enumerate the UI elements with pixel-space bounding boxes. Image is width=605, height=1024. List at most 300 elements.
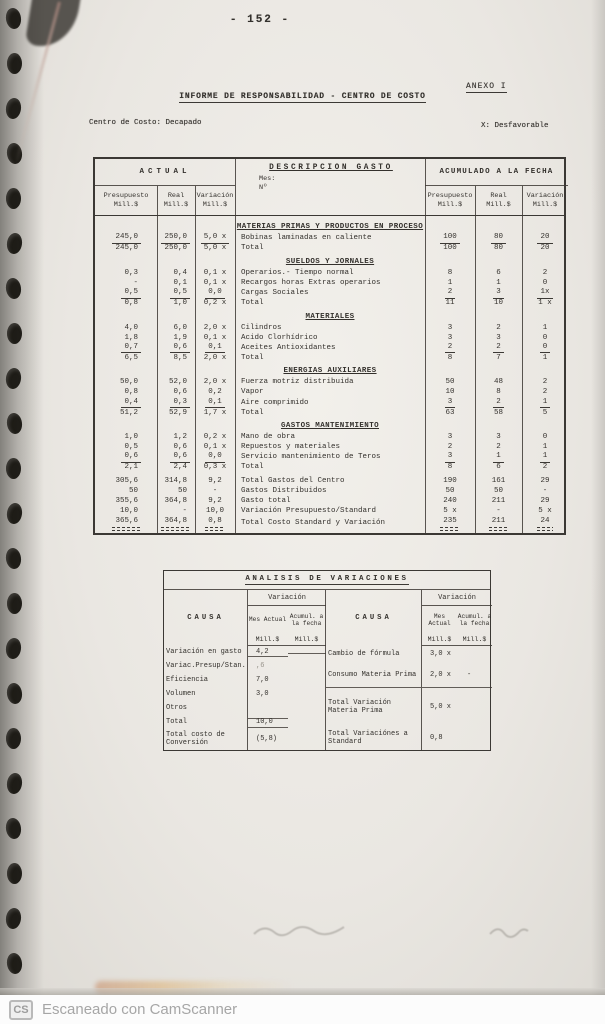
value-cell (157, 324, 195, 333)
value-cell (195, 452, 235, 462)
value-cell (475, 244, 522, 253)
value-cell (425, 443, 475, 452)
accumulated-group-title: ACUMULADO A LA FECHA (425, 159, 568, 186)
row-label: Total Costo Standard y Variación (241, 518, 386, 527)
value-cell (95, 517, 157, 528)
value-cell (157, 244, 195, 253)
value-cell (157, 463, 195, 472)
sub-header-acum: Acumul. a la fecha (457, 612, 492, 627)
column-rule (475, 186, 476, 533)
sub-header-mes: Mes Actual (248, 616, 287, 624)
value-cell (475, 288, 522, 298)
row-label: Repuestos y materiales (241, 443, 341, 451)
row-label: Total (164, 716, 248, 730)
table-row (95, 233, 564, 243)
col-header-presupuesto: Presupuesto Mill.$ (427, 192, 473, 209)
value: 0 (542, 333, 548, 342)
value-cell (522, 324, 568, 333)
col-header-variacion: Variación Mill.$ (196, 192, 234, 209)
value: 63 (445, 408, 455, 417)
value: 0,8 (205, 517, 225, 528)
table-row (95, 442, 564, 452)
value-acumulado: - (467, 670, 472, 679)
scan-bottom-edge (0, 988, 605, 995)
col-header-real: Real Mill.$ (486, 192, 511, 209)
section-title: GASTOS MANTENIMIENTO (280, 422, 379, 430)
value: - (133, 278, 138, 287)
value-cell (95, 279, 157, 288)
row-label: Total costo de Conversión (164, 730, 248, 750)
row-label: Aceites Antioxidantes (241, 343, 336, 352)
value: 2,4 (173, 463, 187, 472)
value-cell (522, 477, 568, 486)
value-cell (157, 477, 195, 486)
table-section (95, 422, 564, 473)
value: 9,2 (208, 497, 222, 506)
camscanner-text: Escaneado con CamScanner (42, 1001, 238, 1018)
value-cell (195, 334, 235, 343)
row-label: Otros (164, 702, 248, 716)
value: 211 (491, 497, 506, 506)
value: 5,0 x (201, 233, 230, 243)
value-cell (195, 288, 235, 298)
value-cell (157, 279, 195, 288)
value: 50 (445, 378, 455, 387)
value: 5,0 x (203, 244, 227, 253)
value-cell (195, 354, 235, 363)
value-cell (195, 388, 235, 397)
value: 1 (493, 452, 504, 462)
value: 0,1 x (203, 278, 227, 287)
value: 2,0 x (203, 323, 227, 332)
value-cell (475, 497, 522, 506)
value-cell (195, 398, 235, 408)
value: 250,0 (164, 244, 187, 253)
binding-hole (6, 728, 21, 749)
value-cell (425, 288, 475, 298)
value-cell (157, 343, 195, 353)
value: 0,3 (124, 268, 138, 277)
value-cell (195, 244, 235, 253)
value-cell (475, 343, 522, 353)
value: 240 (443, 497, 457, 506)
value-cell (425, 334, 475, 343)
value-cell (475, 409, 522, 418)
table-row (95, 432, 564, 442)
value: 0,4 (173, 268, 187, 277)
table-row (95, 278, 564, 288)
row-label: Total (241, 244, 264, 253)
value-cell (475, 354, 522, 363)
analysis-right-half (326, 590, 492, 750)
value: 1 (542, 443, 548, 451)
table-row (164, 730, 325, 750)
value-cell (522, 269, 568, 278)
table-section (95, 258, 564, 309)
value-cell (425, 244, 475, 253)
main-table-header (95, 159, 564, 216)
section-title: MATERIALES (305, 312, 355, 321)
value-cell (475, 299, 522, 308)
value-cell (425, 233, 475, 243)
value-cell (95, 507, 157, 516)
value-cell (425, 378, 475, 387)
value-cell (425, 477, 475, 486)
value: 52,0 (168, 378, 187, 387)
value-cell (95, 378, 157, 387)
table-row (95, 288, 564, 298)
value-cell (195, 299, 235, 308)
unit-label: Mill.$ (294, 636, 319, 643)
value-cell (95, 477, 157, 486)
value: 0,2 x (203, 433, 227, 441)
value: 0,3 x (203, 463, 227, 472)
value: 2,0 x (203, 378, 227, 387)
value-mes: ,6 (256, 662, 265, 671)
value: 3 (447, 323, 453, 332)
col-header-presupuesto: Presupuesto Mill.$ (103, 192, 149, 209)
value: 0 (542, 278, 548, 287)
value-cell (195, 324, 235, 333)
value: 0,1 (205, 343, 225, 353)
value-cell (157, 299, 195, 308)
value: 2 (447, 443, 453, 451)
value-cell (475, 279, 522, 288)
value-cell (522, 433, 568, 442)
value: 355,6 (115, 497, 138, 506)
value-cell (425, 507, 475, 516)
row-label: Fuerza motriz distribuida (241, 378, 354, 387)
table-row (95, 517, 564, 528)
value-cell (475, 517, 522, 528)
value: 0,5 (170, 288, 190, 298)
description-group-title: DESCRIPCION GASTO (269, 164, 393, 172)
section-title: ENERGIAS AUXILIARES (283, 367, 377, 376)
description-group (235, 159, 425, 215)
value: 0,1 x (203, 443, 227, 451)
value-cell (522, 517, 568, 528)
value-cell (157, 433, 195, 442)
value: 364,8 (161, 517, 190, 528)
table-row (326, 688, 492, 728)
page-number: - 152 - (229, 14, 291, 26)
unit-label: Mill.$ (255, 636, 280, 643)
row-label: Total (241, 353, 264, 362)
value-cell (195, 378, 235, 387)
value-cell (425, 433, 475, 442)
value: 1 (540, 452, 551, 462)
actual-group-title: ACTUAL (95, 159, 235, 186)
value: 9,2 (208, 477, 222, 486)
value: 0,3 (170, 398, 190, 408)
value: 190 (443, 477, 457, 486)
row-label: Total (241, 408, 264, 417)
row-label: Cilindros (241, 323, 282, 332)
row-label: Total (241, 463, 264, 472)
camscanner-bar (0, 995, 605, 1024)
value: 0,1 (173, 278, 187, 287)
value: 3 (447, 333, 453, 342)
value-mes: 2,0 x (430, 670, 452, 679)
value: 0,8 (124, 388, 138, 397)
value-cell (522, 452, 568, 462)
section-title: SUELDOS Y JORNALES (285, 257, 375, 266)
value-cell (157, 487, 195, 496)
value-mes: 10,0 (248, 718, 288, 728)
value: 6 (496, 463, 501, 472)
value-cell (522, 463, 568, 472)
value-cell (157, 288, 195, 298)
value-cell (522, 244, 568, 253)
value: 2,0 x (203, 353, 227, 362)
value: 0,8 (124, 299, 138, 308)
document-title (150, 92, 455, 101)
value-cell (425, 269, 475, 278)
value: 3 (445, 452, 456, 462)
column-rule (157, 186, 158, 533)
value-cell (522, 398, 568, 408)
unit-label: Mill.$ (462, 636, 487, 643)
main-table-body (95, 216, 564, 528)
value: 0,1 x (203, 333, 227, 342)
accumulated-group (425, 159, 568, 215)
value-mes: 4,2 (248, 649, 288, 658)
value-cell (95, 343, 157, 353)
value: - (182, 507, 187, 516)
value-cell (157, 517, 195, 528)
value: 0,4 (121, 398, 141, 408)
value-cell (195, 517, 235, 528)
value-cell (95, 487, 157, 496)
value: 100 (443, 244, 457, 253)
binding-hole (6, 188, 21, 209)
value-cell (475, 324, 522, 333)
value-cell (95, 398, 157, 408)
value: 1,0 (124, 433, 138, 441)
table-row (95, 408, 564, 418)
value-cell (157, 507, 195, 516)
value: 80 (493, 244, 503, 253)
binding-hole (7, 863, 22, 884)
table-row (95, 343, 564, 353)
analysis-table-title: ANALISIS DE VARIACIONES (164, 571, 490, 590)
value-cell (475, 507, 522, 516)
column-rule (522, 186, 523, 533)
value: 50 (177, 487, 187, 496)
value-cell (195, 507, 235, 516)
table-row (95, 353, 564, 363)
value-cell (195, 343, 235, 353)
value-cell (425, 452, 475, 462)
value-cell (475, 334, 522, 343)
value-cell (522, 233, 568, 243)
value-cell (475, 443, 522, 452)
row-label: Cargas Sociales (241, 289, 309, 298)
value: 0,0 (205, 288, 225, 298)
value: 5 x (443, 507, 457, 516)
value-cell (522, 279, 568, 288)
value-cell (195, 233, 235, 243)
value: 0 (542, 433, 548, 441)
row-label: Total (241, 299, 264, 308)
value: 1,8 (124, 333, 138, 342)
value-cell (157, 409, 195, 418)
value: 58 (493, 408, 503, 417)
value: 3 (496, 333, 501, 342)
value: 0 (540, 343, 551, 353)
value-cell (195, 443, 235, 452)
variacion-header: Variación (422, 590, 492, 606)
value: 0,6 (121, 452, 141, 462)
value: 3 (445, 398, 456, 408)
table-row (95, 299, 564, 309)
value: 2 (493, 398, 504, 408)
value-cell (95, 388, 157, 397)
value: 0,5 (121, 288, 141, 298)
value: 314,8 (164, 477, 187, 486)
value: 8 (496, 388, 501, 397)
handwritten-mark (486, 922, 530, 940)
value-cell (425, 354, 475, 363)
value: 2 (542, 463, 548, 472)
value-cell (425, 409, 475, 418)
value: 2,1 (124, 463, 138, 472)
row-label: Total Gastos del Centro (241, 477, 345, 486)
row-label: Gasto total (241, 497, 291, 506)
value-cell (95, 233, 157, 243)
value: 305,6 (115, 477, 138, 486)
row-label: Volumen (164, 688, 248, 702)
actual-group (95, 159, 235, 215)
value-cell (425, 463, 475, 472)
value-cell (95, 244, 157, 253)
value: 2 (542, 388, 548, 397)
analysis-left-body (164, 646, 325, 750)
value: 1 (540, 398, 551, 408)
document-title-text: INFORME DE RESPONSABILIDAD - CENTRO DE COSTO (179, 92, 426, 101)
value-cell (425, 343, 475, 353)
table-row (164, 716, 325, 730)
value-cell (195, 487, 235, 496)
value-cell (95, 334, 157, 343)
value-mes: 5,0 x (430, 703, 452, 712)
value-cell (522, 497, 568, 506)
value: 1 (542, 353, 548, 362)
value-cell (95, 409, 157, 418)
column-rule (235, 159, 236, 533)
value: 245,0 (112, 233, 141, 243)
value: 1,2 (173, 433, 187, 441)
value: 211 (489, 517, 509, 528)
value: 2 (445, 343, 456, 353)
value: 10,0 (119, 507, 138, 516)
variacion-header: Variación (248, 590, 326, 606)
value: 50 (493, 487, 503, 496)
value-cell (522, 443, 568, 452)
value-cell (425, 487, 475, 496)
row-label: Vapor (241, 388, 264, 397)
row-label: Consumo Materia Prima (326, 664, 422, 687)
description-sub-mes: Mes: (259, 175, 276, 183)
value-cell (522, 378, 568, 387)
handwritten-mark (250, 920, 350, 942)
value-cell (522, 388, 568, 397)
value-cell (522, 343, 568, 353)
row-label: Cambio de fórmula (326, 646, 422, 664)
value: 1 (496, 278, 501, 287)
value: 0,7 (121, 343, 141, 353)
value-cell (475, 388, 522, 397)
value-cell (95, 433, 157, 442)
value-cell (195, 279, 235, 288)
value: 0,6 (170, 452, 190, 462)
value-cell (95, 443, 157, 452)
value: 80 (491, 233, 506, 243)
value-cell (475, 233, 522, 243)
value-mes: 7,0 (256, 676, 269, 685)
value: 235 (440, 517, 460, 528)
table-row (326, 646, 492, 664)
unit-label: Mill.$ (202, 201, 228, 209)
column-rule (425, 159, 426, 533)
unit-label: Mill.$ (427, 636, 452, 643)
row-label: Gastos Distribuidos (241, 487, 327, 496)
value-cell (95, 452, 157, 462)
value-cell (95, 288, 157, 298)
value-cell (95, 324, 157, 333)
table-row (164, 646, 325, 660)
value: 5 x (538, 507, 552, 516)
variation-analysis-table (163, 570, 491, 751)
value: 1 (542, 323, 548, 332)
value: 2 (445, 288, 456, 298)
sub-header-mes: Mes Actual (428, 612, 451, 627)
column-rule (195, 186, 196, 533)
table-row (95, 507, 564, 517)
value: 4,0 (124, 323, 138, 332)
binding-hole (7, 593, 22, 614)
value-cell (425, 398, 475, 408)
value: 48 (493, 378, 503, 387)
description-sub-no: Nº (259, 184, 268, 193)
value-cell (95, 269, 157, 278)
table-row (95, 452, 564, 462)
table-row (95, 497, 564, 507)
table-row (326, 664, 492, 688)
value: 50 (128, 487, 138, 496)
value: 8,5 (173, 353, 187, 362)
binding-hole (7, 323, 22, 344)
sub-header-acum: Acumul. a la fecha (289, 612, 324, 627)
value: 10 (493, 299, 503, 308)
value: 0,6 (173, 443, 187, 451)
unit-label: Mill.$ (486, 201, 511, 209)
value-cell (95, 299, 157, 308)
value-cell (475, 487, 522, 496)
value-mes: 3,0 (256, 690, 269, 699)
value-cell (522, 288, 568, 298)
value: 51,2 (119, 408, 138, 417)
value: 0,2 (208, 388, 222, 397)
value-cell (157, 233, 195, 243)
table-row (164, 688, 325, 702)
row-label: Variación en gasto (164, 646, 248, 660)
value: 2 (493, 343, 504, 353)
table-row (95, 333, 564, 343)
value-cell (157, 334, 195, 343)
value-cell (195, 477, 235, 486)
value-cell (475, 269, 522, 278)
